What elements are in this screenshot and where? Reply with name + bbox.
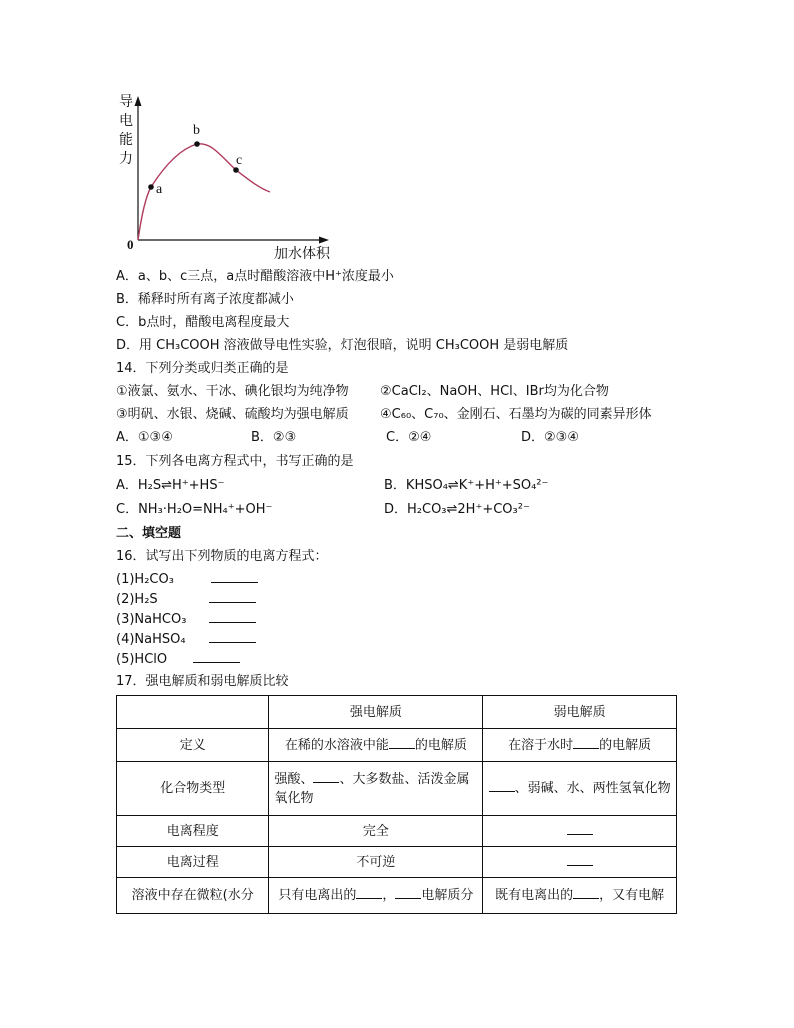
weak-cell (483, 762, 677, 816)
answer-blank[interactable] (211, 570, 258, 583)
y-label-char: 能 (119, 132, 133, 148)
answer-blank[interactable] (573, 886, 599, 899)
q15-option-a: A．H₂S⇌H⁺+HS⁻ (116, 478, 225, 493)
cell-text: 只有电离出的 (278, 888, 357, 903)
origin-label: 0 (127, 237, 134, 252)
q14-option-d: D．②③④ (521, 430, 579, 445)
row-label: 电离过程 (117, 847, 269, 878)
q14-item-3: ③明矾、水银、烧碱、硫酸均为强电解质 (116, 407, 349, 422)
q16-item-text: (5)HClO (116, 652, 168, 667)
q14-option-b: B．②③ (251, 430, 297, 445)
header-cell: 强电解质 (269, 696, 483, 729)
cell-text: 既有电离出的 (495, 888, 574, 903)
cell-text: 、弱碱、水、两性氢氧化物 (514, 781, 671, 796)
q15-stem: 15．下列各电离方程式中，书写正确的是 (116, 454, 354, 469)
q14-item-1: ①液氯、氨水、干冰、碘化银均为纯净物 (116, 384, 349, 399)
strong-cell (269, 762, 483, 816)
answer-blank[interactable] (395, 886, 421, 899)
q14-option-a: A．①③④ (116, 430, 173, 445)
cell-text: 强酸、 (274, 771, 314, 787)
q14-item-2: ②CaCl₂、NaOH、HCl、IBr均为化合物 (380, 384, 609, 399)
q16-item (116, 590, 256, 610)
cell-text: 的电解质 (414, 737, 467, 753)
q16-stem: 16．试写出下列物质的电离方程式： (116, 549, 328, 564)
q16-item-text: (4)NaHSO₄ (116, 632, 186, 647)
table-row (117, 729, 677, 762)
strong-cell (269, 729, 483, 762)
cell-text: ， (382, 888, 396, 903)
y-label-char: 导 (119, 94, 133, 110)
q16-item-text: (1)H₂CO₃ (116, 572, 174, 587)
y-axis-label (119, 93, 135, 169)
y-label-char: 力 (119, 151, 133, 167)
answer-blank[interactable] (313, 770, 339, 783)
cell-text: ，又有电解 (599, 888, 665, 903)
table-row (117, 762, 677, 816)
y-label-char: 电 (119, 113, 133, 129)
point-b (194, 141, 200, 147)
row-label: 溶液中存在微粒(水分 (117, 878, 269, 914)
strong-cell: 完全 (269, 816, 483, 847)
q16-item-text: (2)H₂S (116, 592, 158, 607)
table-row (117, 878, 677, 914)
point-a-label: a (156, 182, 163, 197)
q15-option-d: D．H₂CO₃⇌2H⁺+CO₃²⁻ (384, 502, 530, 517)
cell-text: 在溶于水时 (508, 737, 574, 753)
strong-cell (269, 878, 483, 914)
table-row (117, 816, 677, 847)
answer-blank[interactable] (209, 610, 256, 623)
table-header-row (117, 696, 677, 729)
weak-cell (483, 729, 677, 762)
point-c-label: c (236, 153, 243, 168)
q14-stem: 14．下列分类或归类正确的是 (116, 361, 289, 376)
answer-blank[interactable] (209, 590, 256, 603)
answer-blank[interactable] (356, 886, 382, 899)
row-label: 化合物类型 (117, 762, 269, 816)
q16-item-text: (3)NaHCO₃ (116, 612, 187, 627)
q14-item-4: ④C₆₀、C₇₀、金刚石、石墨均为碳的同素异形体 (380, 407, 652, 422)
q13-option-b: B．稀释时所有离子浓度都减小 (116, 292, 294, 307)
strong-cell: 不可逆 (269, 847, 483, 878)
q15-option-b: B．KHSO₄⇌K⁺+H⁺+SO₄²⁻ (384, 478, 549, 493)
answer-blank[interactable] (489, 779, 515, 792)
weak-cell (483, 847, 677, 878)
answer-blank[interactable] (209, 630, 256, 643)
q16-item (116, 650, 240, 670)
point-a (148, 184, 154, 190)
table-row (117, 847, 677, 878)
section-heading: 二、填空题 (116, 526, 182, 541)
q16-item (116, 610, 256, 630)
conductivity-graph (115, 92, 345, 262)
q13-option-a: A．a、b、c三点，a点时醋酸溶液中H⁺浓度最小 (116, 269, 394, 284)
answer-blank[interactable] (193, 650, 240, 663)
cell-text: 在稀的水溶液中能 (284, 737, 389, 753)
header-cell: 弱电解质 (483, 696, 677, 729)
q16-item (116, 570, 258, 590)
answer-blank[interactable] (573, 736, 599, 749)
q15-option-c: C．NH₃·H₂O=NH₄⁺+OH⁻ (116, 502, 273, 517)
answer-blank[interactable] (389, 736, 415, 749)
answer-blank[interactable] (567, 822, 593, 835)
weak-cell (483, 878, 677, 914)
cell-text: 、大多数盐、活泼金属氧化物 (274, 771, 470, 806)
q13-option-c: C．b点时，醋酸电离程度最大 (116, 315, 290, 330)
point-b-label: b (193, 123, 200, 138)
q14-option-c: C．②④ (386, 430, 432, 445)
q17-stem: 17．强电解质和弱电解质比较 (116, 674, 289, 689)
x-axis-label: 加水体积 (274, 246, 330, 262)
cell-text: 电解质分 (421, 888, 474, 903)
row-label: 定义 (117, 729, 269, 762)
header-cell (117, 696, 269, 729)
cell-text: 的电解质 (599, 737, 652, 753)
q13-option-d: D．用 CH₃COOH 溶液做导电性实验，灯泡很暗，说明 CH₃COOH 是弱电解质 (116, 338, 569, 353)
weak-cell (483, 816, 677, 847)
row-label: 电离程度 (117, 816, 269, 847)
answer-blank[interactable] (567, 853, 593, 866)
y-axis-arrow (135, 96, 142, 106)
comparison-table (116, 695, 677, 914)
q16-item (116, 630, 256, 650)
